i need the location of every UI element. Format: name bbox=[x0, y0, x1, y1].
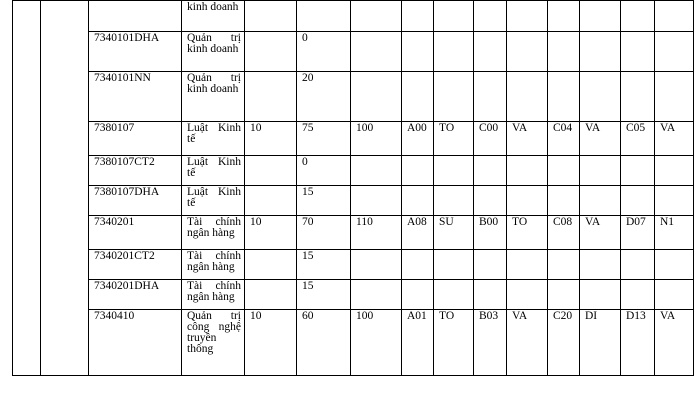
cell-name bbox=[182, 310, 245, 376]
table-row bbox=[13, 72, 694, 122]
cell-code: 7340101NN bbox=[89, 72, 182, 122]
table-row bbox=[13, 216, 694, 250]
cell-g3b bbox=[580, 156, 621, 186]
table-row bbox=[13, 1, 694, 32]
cell-g2b bbox=[507, 1, 548, 32]
cell-g4a bbox=[621, 280, 655, 310]
cell-g1b: TO bbox=[434, 122, 474, 156]
cell-g3b: VA bbox=[580, 122, 621, 156]
cell-g4a bbox=[621, 156, 655, 186]
cell-c3 bbox=[351, 1, 402, 32]
cell-c1 bbox=[245, 72, 297, 122]
cell-name bbox=[182, 280, 245, 310]
cell-c3 bbox=[351, 72, 402, 122]
cell-g1b bbox=[434, 72, 474, 122]
cell-g2a: C00 bbox=[474, 122, 507, 156]
cell-g4b: VA bbox=[655, 310, 694, 376]
cell-g1a bbox=[402, 186, 434, 216]
cell-g4b bbox=[655, 250, 694, 280]
cell-g4b bbox=[655, 1, 694, 32]
program-name: Tài chính ngân hàng bbox=[187, 216, 241, 239]
cell-g3b: DI bbox=[580, 310, 621, 376]
cell-g4a bbox=[621, 1, 655, 32]
cell-g4b bbox=[655, 72, 694, 122]
cell-g1b bbox=[434, 250, 474, 280]
cell-code: 7340201CT2 bbox=[89, 250, 182, 280]
cell-name bbox=[182, 250, 245, 280]
cell-g2b bbox=[507, 32, 548, 72]
cell-c2: 70 bbox=[297, 216, 351, 250]
cell-g3b bbox=[580, 72, 621, 122]
cell-c2: 0 bbox=[297, 156, 351, 186]
cell-g3a: C20 bbox=[548, 310, 580, 376]
cell-c1 bbox=[245, 250, 297, 280]
group-column-cell-a bbox=[13, 1, 41, 376]
program-name: Quản trị kinh doanh bbox=[187, 72, 241, 95]
cell-g4a: C05 bbox=[621, 122, 655, 156]
cell-g2b: TO bbox=[507, 216, 548, 250]
cell-c3 bbox=[351, 186, 402, 216]
table-row bbox=[13, 122, 694, 156]
cell-g3a bbox=[548, 250, 580, 280]
cell-g3b bbox=[580, 186, 621, 216]
program-name: kinh doanh bbox=[187, 1, 239, 13]
cell-g1b bbox=[434, 186, 474, 216]
cell-g4a bbox=[621, 250, 655, 280]
cell-code bbox=[89, 1, 182, 32]
cell-g4a: D07 bbox=[621, 216, 655, 250]
cell-g2b bbox=[507, 250, 548, 280]
cell-g1a bbox=[402, 250, 434, 280]
cell-c2: 15 bbox=[297, 280, 351, 310]
cell-g2a bbox=[474, 1, 507, 32]
cell-g3a bbox=[548, 186, 580, 216]
cell-g2a bbox=[474, 32, 507, 72]
cell-c1: 10 bbox=[245, 216, 297, 250]
cell-c2: 15 bbox=[297, 186, 351, 216]
cell-g4b: VA bbox=[655, 122, 694, 156]
cell-g3a bbox=[548, 1, 580, 32]
cell-c2: 75 bbox=[297, 122, 351, 156]
cell-g3a bbox=[548, 156, 580, 186]
program-name: Quản trị công nghệ truyền thông bbox=[187, 310, 241, 355]
cell-name bbox=[182, 1, 245, 32]
cell-g2b bbox=[507, 72, 548, 122]
cell-g1a bbox=[402, 32, 434, 72]
cell-g2a bbox=[474, 280, 507, 310]
cell-g2a bbox=[474, 72, 507, 122]
cell-g2a bbox=[474, 250, 507, 280]
table-row bbox=[13, 250, 694, 280]
cell-g4b bbox=[655, 280, 694, 310]
cell-g1b bbox=[434, 1, 474, 32]
cell-g3b: VA bbox=[580, 216, 621, 250]
cell-c1: 10 bbox=[245, 122, 297, 156]
cell-g2b: VA bbox=[507, 122, 548, 156]
cell-name bbox=[182, 32, 245, 72]
cell-g4b bbox=[655, 32, 694, 72]
cell-c1 bbox=[245, 32, 297, 72]
group-column-cell-b bbox=[41, 1, 89, 376]
table-row bbox=[13, 156, 694, 186]
cell-g2b bbox=[507, 280, 548, 310]
cell-g4a bbox=[621, 186, 655, 216]
cell-c2 bbox=[297, 1, 351, 32]
cell-g1a: A00 bbox=[402, 122, 434, 156]
cell-g4a: D13 bbox=[621, 310, 655, 376]
cell-g1b bbox=[434, 32, 474, 72]
cell-g2b bbox=[507, 186, 548, 216]
cell-g1a bbox=[402, 72, 434, 122]
cell-c3 bbox=[351, 250, 402, 280]
table-row bbox=[13, 310, 694, 376]
cell-g2b: VA bbox=[507, 310, 548, 376]
program-name: Luật Kinh tế bbox=[187, 186, 241, 209]
cell-code: 7340101DHA bbox=[89, 32, 182, 72]
cell-c2: 0 bbox=[297, 32, 351, 72]
program-name: Tài chính ngân hàng bbox=[187, 250, 241, 273]
cell-g1a bbox=[402, 156, 434, 186]
table-row bbox=[13, 280, 694, 310]
cell-g4a bbox=[621, 72, 655, 122]
cell-name bbox=[182, 156, 245, 186]
cell-c1 bbox=[245, 280, 297, 310]
cell-c2: 20 bbox=[297, 72, 351, 122]
program-name: Quản trị kinh doanh bbox=[187, 32, 241, 55]
cell-c2: 15 bbox=[297, 250, 351, 280]
cell-g2a bbox=[474, 186, 507, 216]
cell-c1 bbox=[245, 1, 297, 32]
cell-c1: 10 bbox=[245, 310, 297, 376]
cell-g3b bbox=[580, 1, 621, 32]
cell-g3a bbox=[548, 32, 580, 72]
cell-c3: 100 bbox=[351, 122, 402, 156]
cell-g1b bbox=[434, 156, 474, 186]
cell-g2a: B00 bbox=[474, 216, 507, 250]
cell-code: 7380107DHA bbox=[89, 186, 182, 216]
cell-g1a bbox=[402, 1, 434, 32]
cell-c3 bbox=[351, 32, 402, 72]
cell-c2: 60 bbox=[297, 310, 351, 376]
table-row bbox=[13, 32, 694, 72]
cell-g1b: SU bbox=[434, 216, 474, 250]
cell-g3a bbox=[548, 280, 580, 310]
cell-code: 7340201 bbox=[89, 216, 182, 250]
cell-g3b bbox=[580, 32, 621, 72]
cell-g4b: N1 bbox=[655, 216, 694, 250]
cell-code: 7380107CT2 bbox=[89, 156, 182, 186]
cell-c1 bbox=[245, 156, 297, 186]
cell-g3a: C08 bbox=[548, 216, 580, 250]
cell-name bbox=[182, 72, 245, 122]
cell-c3: 110 bbox=[351, 216, 402, 250]
cell-g1b bbox=[434, 280, 474, 310]
cell-c3 bbox=[351, 280, 402, 310]
cell-g4b bbox=[655, 156, 694, 186]
cell-g3b bbox=[580, 280, 621, 310]
cell-g2b bbox=[507, 156, 548, 186]
cell-g4a bbox=[621, 32, 655, 72]
cell-g3a: C04 bbox=[548, 122, 580, 156]
table-row bbox=[13, 186, 694, 216]
cell-name bbox=[182, 186, 245, 216]
cell-code: 7380107 bbox=[89, 122, 182, 156]
cell-c3: 100 bbox=[351, 310, 402, 376]
cell-code: 7340410 bbox=[89, 310, 182, 376]
program-name: Tài chính ngân hàng bbox=[187, 280, 241, 303]
cell-g1a: A01 bbox=[402, 310, 434, 376]
cell-g1a bbox=[402, 280, 434, 310]
cell-name bbox=[182, 216, 245, 250]
cell-g4b bbox=[655, 186, 694, 216]
cell-g2a: B03 bbox=[474, 310, 507, 376]
cell-code: 7340201DHA bbox=[89, 280, 182, 310]
cell-c3 bbox=[351, 156, 402, 186]
admissions-table bbox=[12, 0, 694, 376]
cell-g3b bbox=[580, 250, 621, 280]
cell-g2a bbox=[474, 156, 507, 186]
cell-g3a bbox=[548, 72, 580, 122]
program-name: Luật Kinh tế bbox=[187, 156, 241, 179]
cell-name bbox=[182, 122, 245, 156]
cell-g1a: A08 bbox=[402, 216, 434, 250]
cell-c1 bbox=[245, 186, 297, 216]
cell-g1b: TO bbox=[434, 310, 474, 376]
program-name: Luật Kinh tế bbox=[187, 122, 241, 145]
